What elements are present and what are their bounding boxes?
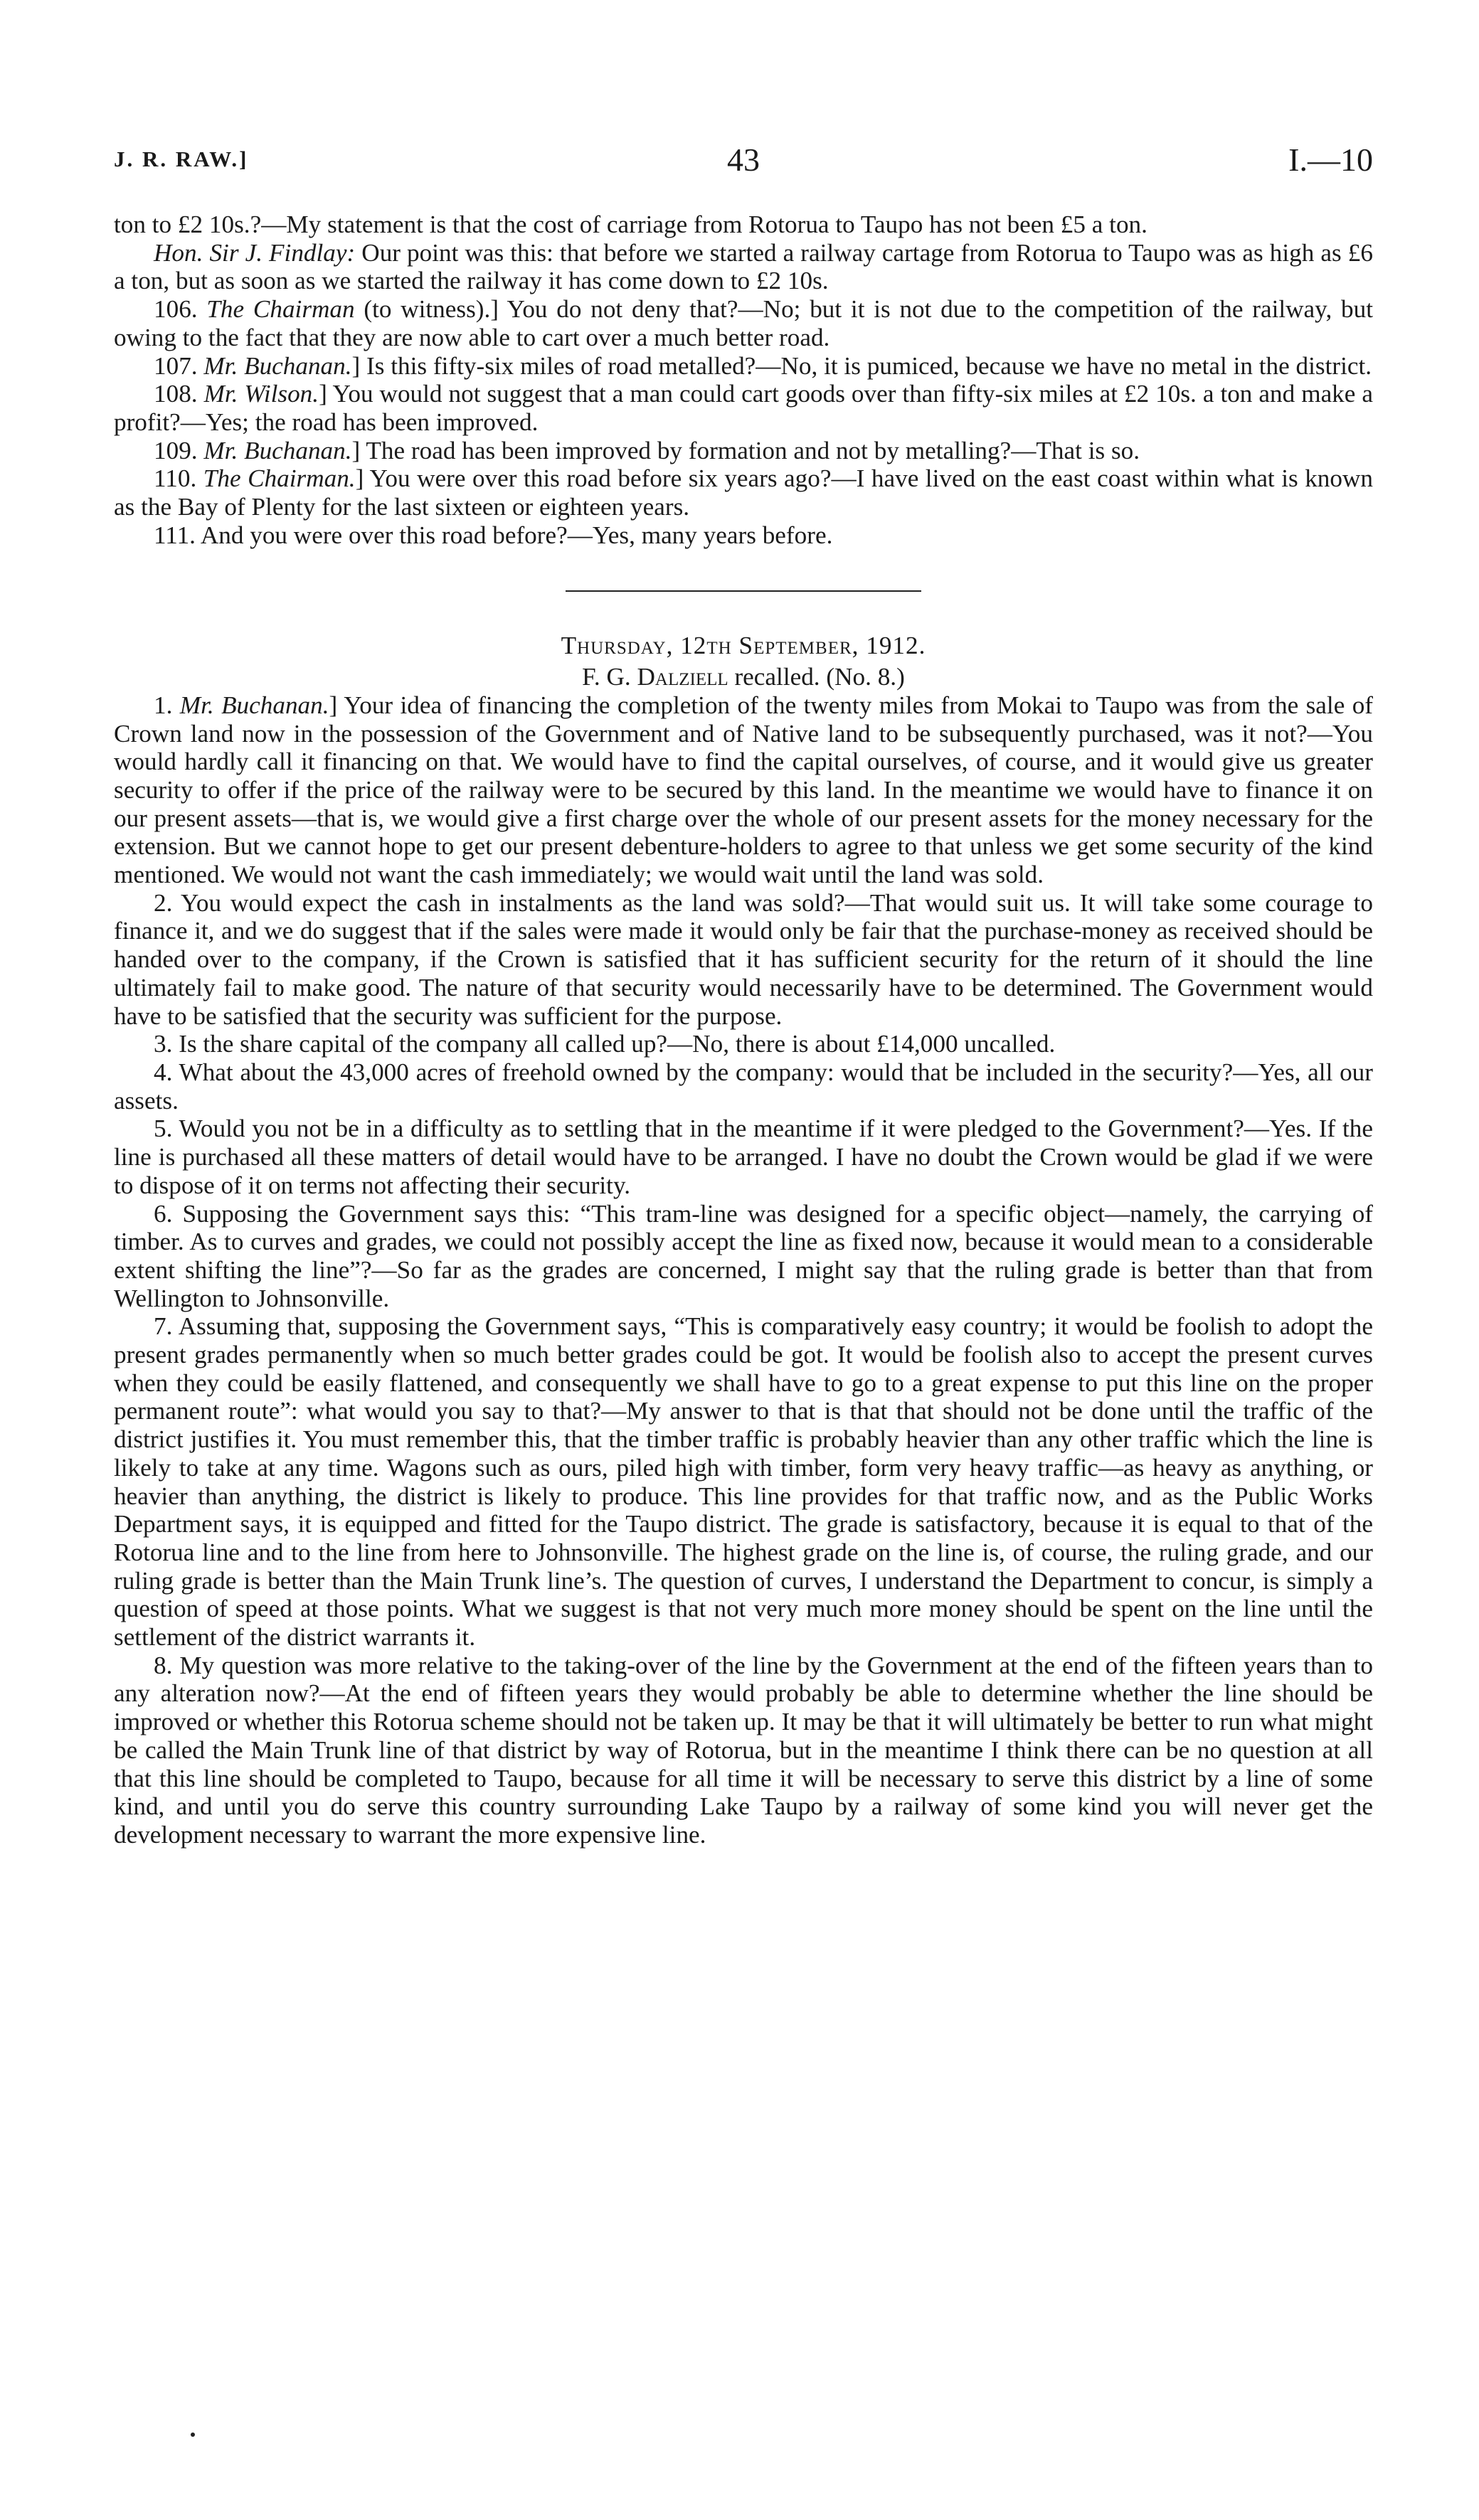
paragraph-text: ton to £2 10s.?—My statement is that the cost of carriage from Rotorua to Taupo has not been £5 a ton. [114,211,1147,238]
speaker-name: Hon. Sir J. Findlay: [154,238,356,267]
evidence-paragraph [114,1115,1373,1199]
question-number: 4. [154,1058,179,1086]
question-number: 8. [154,1651,180,1679]
paragraph-text: ] Your idea of financing the completion of the twenty miles from Mokai to Taupo was from the sale of Crown land now in the possession of the Government and of Native land to be subsequently purchased, was it not?—You would hardly call it financing on that. We would have to find the capital ourselves, of course, and it would give us greater security to offer if the price of the railway were to be secured by this land. In the meantime we would have to finance it on our present assets—that is, we would give a first charge over the whole of our present assets for the money necessary for the extension. But we cannot hope to get our present debenture-holders to agree to that unless we get some security of the kind mentioned. We would not want the cash immediately; we would wait until the land was sold. [114,691,1374,889]
paragraph-text: Our point was this: that before we started a railway cartage from Rotorua to Taupo was as high as £6 a ton, but as soon as we started the railway it has come down to £2 10s. [114,238,1373,295]
speaker-name: Mr. Buchanan. [179,691,329,719]
paragraph-text: My question was more relative to the taking-over of the line by the Government at the end of the fifteen years than to any alteration now?—At the end of fifteen years they would probably be able to determine whether the line should be improved or whether this Rotorua scheme should not be taken up. It may be that it will ultimately be better to run what might be called the Main Trunk line of that district by way of Rotorua, but in the meantime I think there can be no question at all that this line should be completed to Taupo, because for all time it will be necessary to serve this district by a line of some kind, and until you do serve this country surrounding Lake Taupo by a railway of some kind you will never get the development necessary to warrant the more expensive line. [114,1651,1374,1849]
paragraph-text: You would expect the cash in instalments as the land was sold?—That would suit us. It will take some courage to finance it, and we do suggest that if the sales were made it would only be fair that the purchase-money as received should be handed over to the company, if the Crown is satisfied that it has sufficient security for the return of it should the line ultimately fail to make good. The nature of that security would necessarily have to be determined. The Government would have to be satisfied that the security was sufficient for the purpose. [114,888,1373,1030]
header-witness-name: J. R. RAW.] [114,147,249,171]
question-number: 2. [154,888,181,917]
question-number: 3. [154,1030,179,1058]
witness-heading [114,663,1373,691]
sitting-date: Thursday, 12th September, 1912. [561,632,926,660]
evidence-paragraph [114,239,1373,295]
evidence-paragraph [114,352,1373,381]
question-number: 1. [154,691,180,719]
speaker-name: The Chairman [206,295,355,324]
evidence-paragraph [114,691,1373,889]
page-header [114,141,1373,191]
witness-recalled: recalled. (No. 8.) [728,663,905,691]
witness-surname: Dalziell [637,663,728,691]
question-number: 6. [154,1199,183,1228]
question-number: 108. [154,380,204,408]
document-body [114,211,1373,1849]
paragraph-text: Is the share capital of the company all called up?—No, there is about £14,000 uncalled. [179,1030,1056,1058]
paragraph-text: And you were over this road before?—Yes, many years before. [200,521,833,549]
evidence-paragraph [114,1312,1373,1651]
evidence-paragraph [114,1058,1373,1115]
paragraph-text: What about the 43,000 acres of freehold owned by the company: would that be included in the security?—Yes, all our assets. [114,1058,1373,1115]
question-number: 109. [154,436,204,464]
paragraph-text: ] You would not suggest that a man could cart goods over than fifty-six miles at £2 10s. a ton and make a profit?—Yes; the road has been improved. [114,380,1374,436]
evidence-paragraph [114,295,1373,351]
witness-initials: F. G. [582,663,631,691]
section-divider [566,590,921,592]
paragraph-text: ] Is this fifty-six miles of road metalled?—No, it is pumiced, because we have no metal in the district. [351,351,1372,380]
question-number: 107. [154,351,204,380]
question-number: 7. [154,1312,179,1341]
page-mark [191,2433,195,2437]
evidence-paragraph [114,464,1373,521]
evidence-paragraph [114,521,1373,550]
speaker-name: The Chairman. [203,464,356,493]
paragraph-text: (to witness).] You do not deny that?—No; but it is not due to the competition of the railway, but owing to the fact that they are now able to cart over a much better road. [114,295,1373,351]
evidence-paragraph [114,211,1373,239]
evidence-paragraph [114,1652,1373,1849]
question-number: 111. [154,521,201,549]
evidence-paragraph [114,1030,1373,1058]
evidence-paragraph [114,1200,1373,1313]
speaker-name: Mr. Buchanan. [203,436,352,464]
paragraph-text: ] You were over this road before six years ago?—I have lived on the east coast within what is known as the Bay of Plenty for the last sixteen or eighteen years. [114,464,1373,521]
evidence-section [114,691,1373,1849]
speaker-name: Mr. Buchanan. [203,351,352,380]
speaker-name: Mr. Wilson. [203,380,319,408]
paragraph-text: Would you not be in a difficulty as to settling that in the meantime if it were pledged to the Government?—Yes. If the line is purchased all these matters of detail would have to be arranged. I have no doubt the Crown would be glad if we were to dispose of it on terms not affecting their security. [114,1115,1373,1199]
paragraph-text: Supposing the Government says this: “This tram-line was designed for a specific object—namely, the carrying of timber. As to curves and grades, we could not possibly accept the line as fixed now, because it would mean to a considerable extent shifting the line”?—So far as the grades are concerned, I might say that the ruling grade is better than that from Wellington to Johnsonville. [114,1199,1374,1312]
evidence-paragraph [114,889,1373,1031]
question-number: 5. [154,1115,179,1143]
paragraph-text: ] The road has been improved by formation and not by metalling?—That is so. [351,436,1140,464]
document-code: I.—10 [1288,142,1373,178]
question-number: 110. [154,464,203,493]
question-number: 106. [154,295,207,324]
page-number: 43 [727,142,760,178]
evidence-paragraph [114,437,1373,465]
evidence-section-continued [114,211,1373,549]
paragraph-text: Assuming that, supposing the Government says, “This is comparatively easy country; it would be foolish to adopt the present grades permanently when so much better grades could be got. It would be foolish also to accept the present curves when they could be easily flattened, and consequently we shall have to go to a great expense to put this line on the proper permanent route”: what would you say to that?—My answer to that is that that should not be done until the traffic of the district justifies it. You must remember this, that the timber traffic is probably heavier than any other traffic which the line is likely to take at any time. Wagons such as ours, piled high with timber, form very heavy traffic—as heavy as anything, or heavier than anything, the district is likely to produce. This line provides for that traffic now, and as the Public Works Department says, it is equipped and fitted for the Taupo district. The grade is satisfactory, because it is equal to that of the Rotorua line and to the line from here to Johnsonville. The highest grade on the line is, of course, the ruling grade, and our ruling grade is better than the Main Trunk line’s. The question of curves, I understand the Department to concur, is simply a question of speed at those points. What we suggest is that not very much more money should be spent on the line until the settlement of the district warrants it. [114,1312,1373,1652]
evidence-paragraph [114,380,1373,436]
